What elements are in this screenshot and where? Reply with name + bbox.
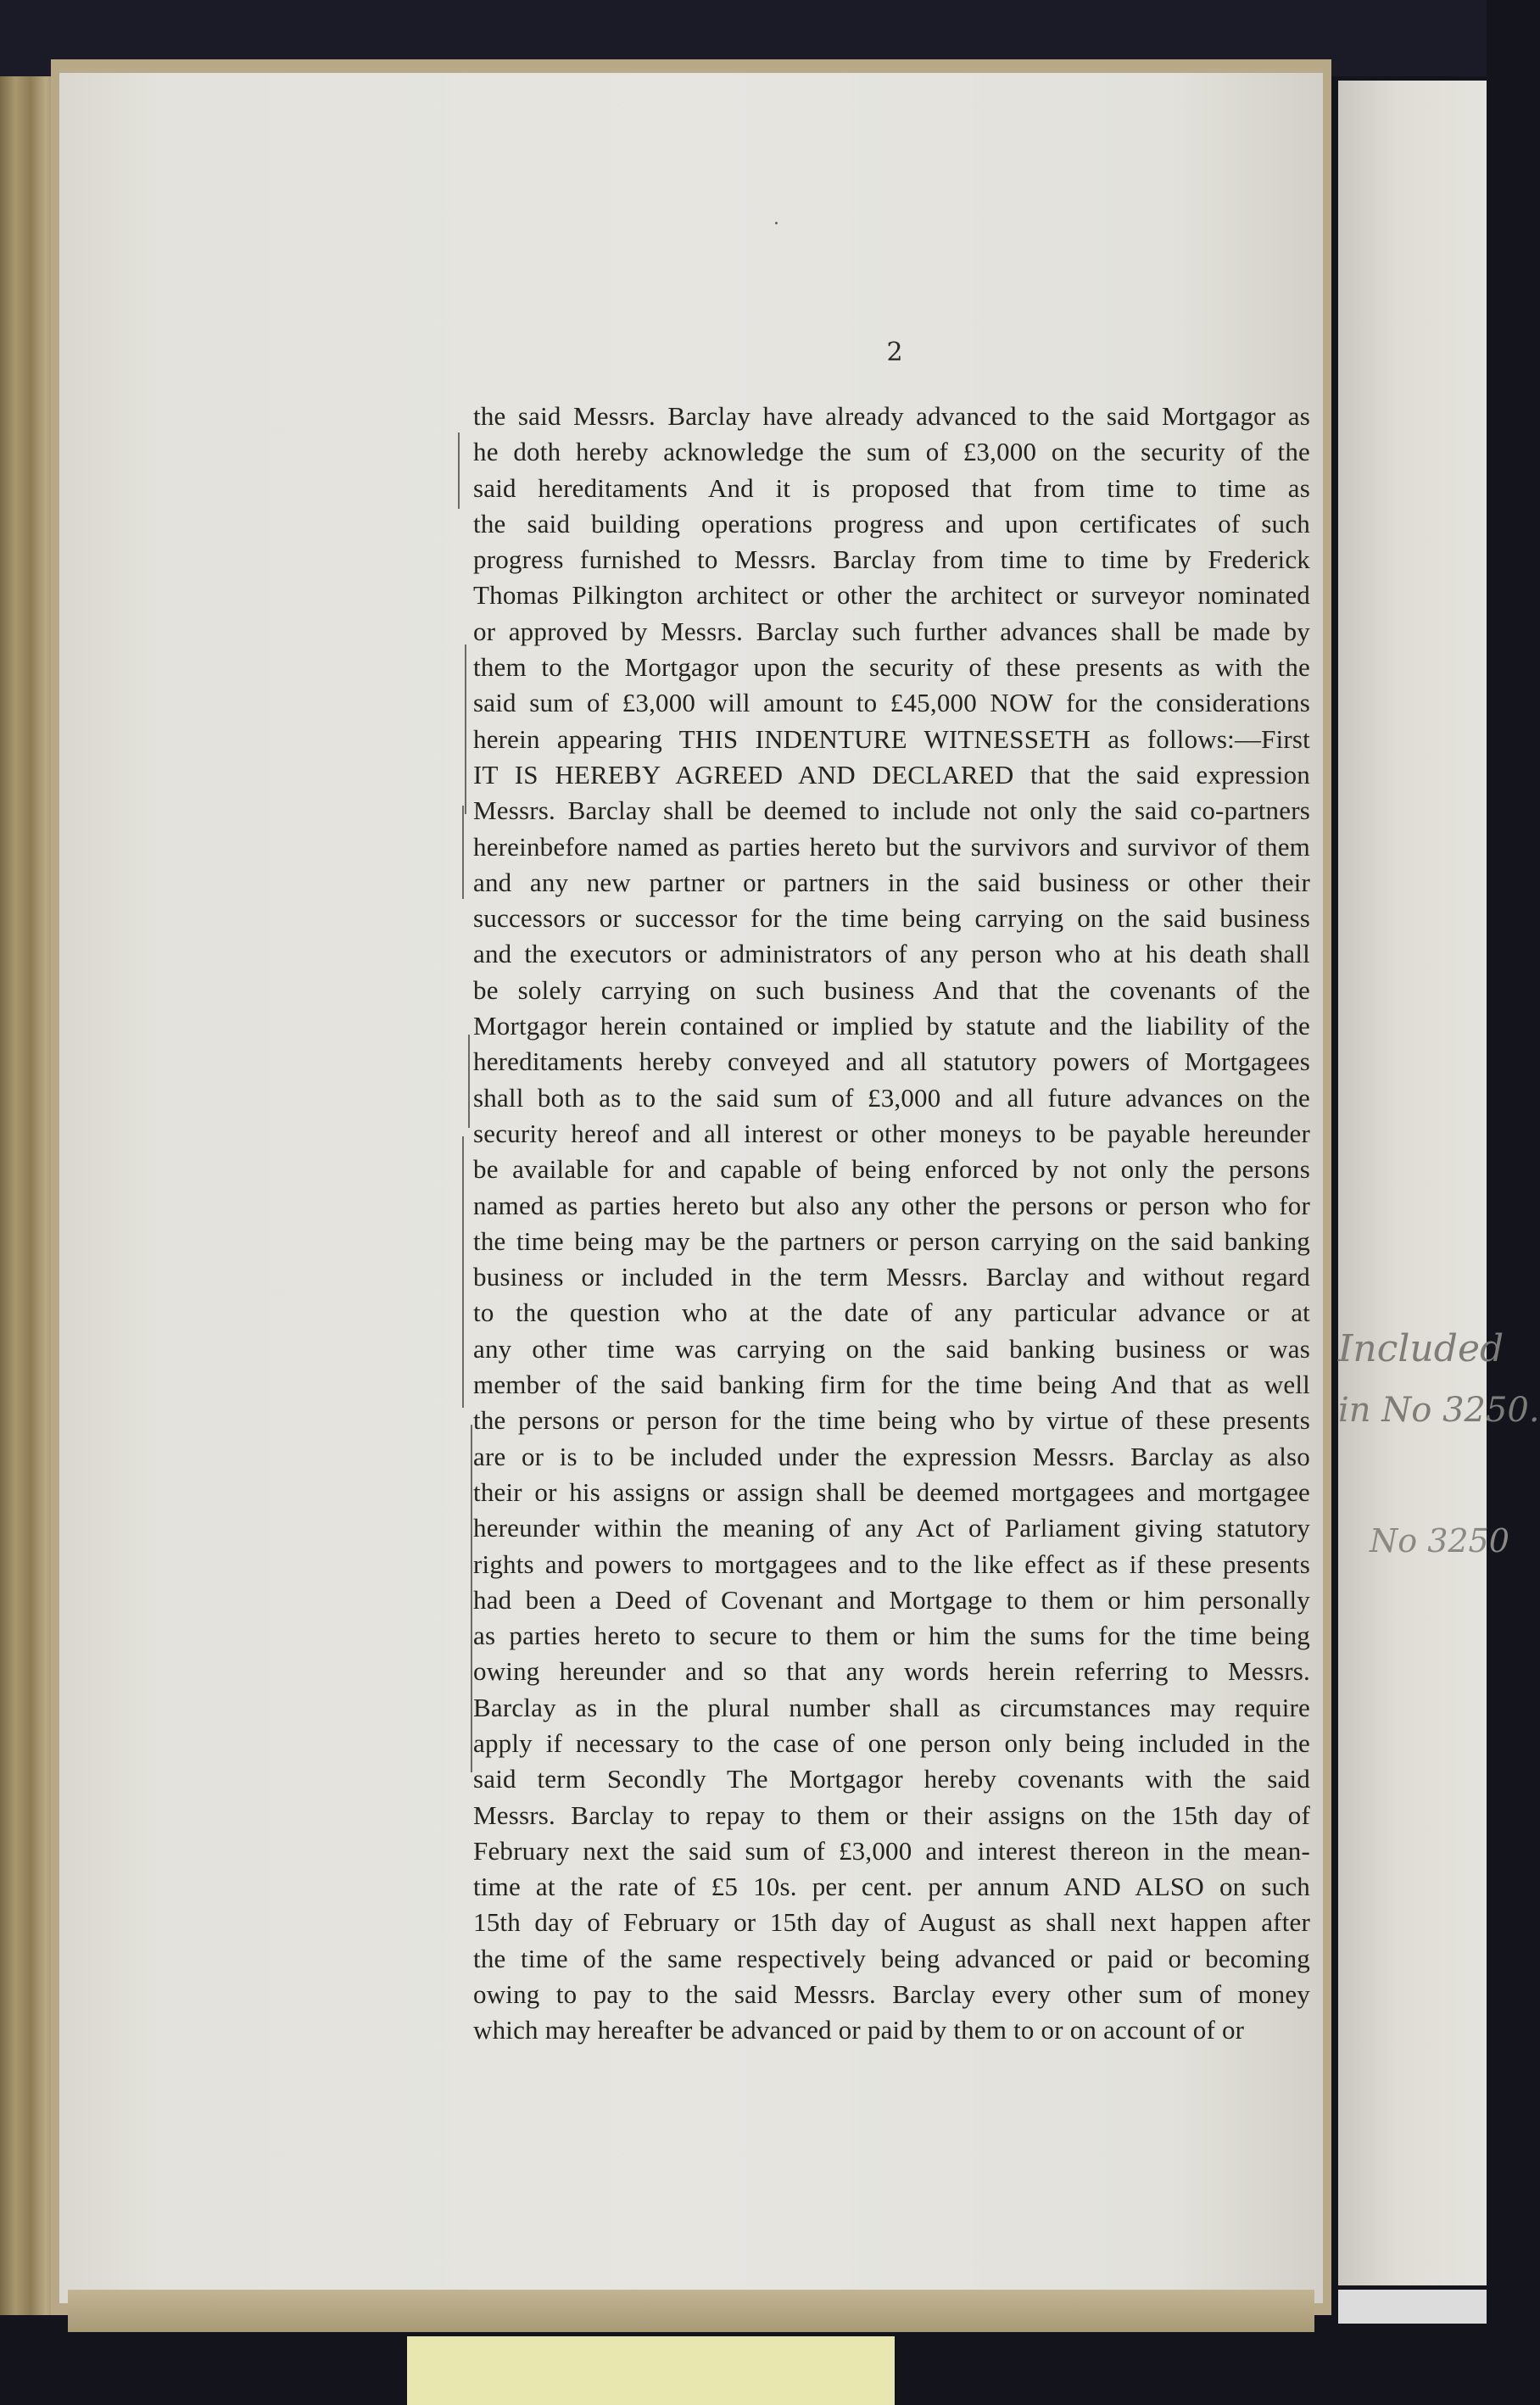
- text-line: said hereditaments And it is proposed that from time to time as: [473, 472, 1310, 503]
- handwritten-note: Included: [1338, 1327, 1504, 1370]
- text-line: Messrs. Barclay to repay to them or their assigns on the 15th day of: [473, 1800, 1310, 1830]
- paper-tab: [407, 2336, 895, 2405]
- text-line: IT IS HEREBY AGREED AND DECLARED that the said expression: [473, 759, 1310, 790]
- text-line: named as parties hereto but also any other the persons or person who for: [473, 1190, 1310, 1220]
- text-line: he doth hereby acknowledge the sum of £3,000 on the security of the: [473, 437, 1310, 467]
- text-line: or approved by Messrs. Barclay such further advances shall be made by: [473, 616, 1310, 646]
- text-line: February next the said sum of £3,000 and interest thereon in the mean-: [473, 1835, 1310, 1866]
- text-line: rights and powers to mortgagees and to the like effect as if these presents: [473, 1548, 1310, 1579]
- handwritten-note: in No 3250.: [1338, 1391, 1540, 1430]
- text-line: business or included in the term Messrs. Barclay and without regard: [473, 1262, 1310, 1292]
- text-line: to the question who at the date of any particular advance or at: [473, 1297, 1310, 1328]
- text-line: any other time was carrying on the said banking business or was: [473, 1333, 1310, 1364]
- text-line: progress furnished to Messrs. Barclay from time to time by Frederick: [473, 544, 1310, 575]
- pencil-margin-mark: [462, 1136, 464, 1408]
- text-line: security hereof and all interest or other moneys to be payable hereunder: [473, 1118, 1310, 1148]
- text-line: are or is to be included under the expression Messrs. Barclay as also: [473, 1441, 1310, 1471]
- text-line: herein appearing THIS INDENTURE WITNESSETH as follows:—First: [473, 723, 1310, 754]
- text-line: as parties hereto to secure to them or him the sums for the time being: [473, 1621, 1310, 1651]
- text-line: owing to pay to the said Messrs. Barclay every other sum of money: [473, 1979, 1310, 2010]
- facing-page: [1338, 81, 1487, 2285]
- text-line: hereditaments hereby conveyed and all statutory powers of Mortgagees: [473, 1046, 1310, 1077]
- text-line: be solely carrying on such business And that the covenants of the: [473, 974, 1310, 1005]
- text-line: and the executors or administrators of any person who at his death shall: [473, 939, 1310, 969]
- text-line: hereinbefore named as parties hereto but the survivors and survivor of them: [473, 831, 1310, 862]
- page-bottom-edge: [68, 2290, 1314, 2332]
- text-line: Thomas Pilkington architect or other the architect or surveyor nominated: [473, 580, 1310, 611]
- pencil-margin-mark: [471, 1425, 472, 1772]
- document-body-text: [473, 399, 1310, 2049]
- text-line: said sum of £3,000 will amount to £45,000 NOW for the considerations: [473, 688, 1310, 718]
- pencil-margin-mark: [458, 432, 460, 509]
- text-line: their or his assigns or assign shall be deemed mortgagees and mortgagee: [473, 1476, 1310, 1507]
- text-line: the time of the same respectively being advanced or paid or becoming: [473, 1943, 1310, 1973]
- page-number: 2: [886, 338, 903, 367]
- ink-mark: ·: [773, 214, 779, 235]
- text-line: the said building operations progress and upon certificates of such: [473, 508, 1310, 538]
- text-line: the persons or person for the time being who by virtue of these presents: [473, 1405, 1310, 1436]
- text-line: member of the said banking firm for the time being And that as well: [473, 1370, 1310, 1400]
- text-line: said term Secondly The Mortgagor hereby covenants with the said: [473, 1764, 1310, 1794]
- text-line: time at the rate of £5 10s. per cent. per annum AND ALSO on such: [473, 1872, 1310, 1902]
- text-line: hereunder within the meaning of any Act of Parliament giving statutory: [473, 1513, 1310, 1543]
- text-line: the said Messrs. Barclay have already advanced to the said Mortgagor as: [473, 401, 1310, 431]
- text-line: successors or successor for the time being carrying on the said business: [473, 903, 1310, 934]
- text-line: them to the Mortgagor upon the security of these presents as with the: [473, 652, 1310, 683]
- text-line: shall both as to the said sum of £3,000 and all future advances on the: [473, 1082, 1310, 1113]
- pencil-margin-mark: [462, 806, 464, 899]
- text-line: 15th day of February or 15th day of August as shall next happen after: [473, 1907, 1310, 1938]
- facing-page-bottom-edge: [1338, 2290, 1487, 2324]
- text-line: owing hereunder and so that any words herein referring to Messrs.: [473, 1656, 1310, 1687]
- text-line: which may hereafter be advanced or paid by them to or on account of or: [473, 2015, 1245, 2045]
- text-line: Barclay as in the plural number shall as circumstances may require: [473, 1692, 1310, 1722]
- text-line: Messrs. Barclay shall be deemed to include not only the said co-partners: [473, 795, 1310, 826]
- text-line: had been a Deed of Covenant and Mortgage to them or him personally: [473, 1584, 1310, 1615]
- text-line: be available for and capable of being enforced by not only the persons: [473, 1154, 1310, 1185]
- pencil-margin-mark: [465, 644, 466, 814]
- text-line: the time being may be the partners or person carrying on the said banking: [473, 1225, 1310, 1256]
- text-line: and any new partner or partners in the said business or other their: [473, 867, 1310, 897]
- text-line: Mortgagor herein contained or implied by statute and the liability of the: [473, 1011, 1310, 1041]
- pencil-margin-mark: [468, 1035, 470, 1128]
- handwritten-note: No 3250: [1370, 1522, 1509, 1560]
- text-line: apply if necessary to the case of one person only being included in the: [473, 1727, 1310, 1758]
